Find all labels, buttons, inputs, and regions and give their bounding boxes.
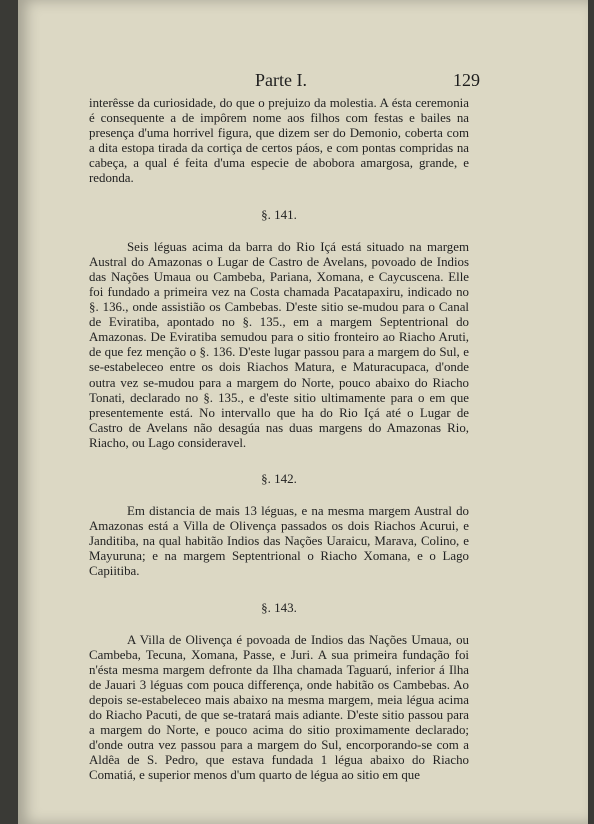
running-title: Parte I. — [255, 70, 307, 90]
page-number: 129 — [453, 70, 480, 90]
section-heading-141: §. 141. — [261, 206, 297, 222]
page-body — [89, 96, 469, 784]
page-header — [18, 70, 588, 96]
section-heading-143: §. 143. — [261, 599, 297, 615]
paragraph-142: Em distancia de mais 13 léguas, e na mesma margem Austral do Amazonas está a Villa de Olivença passados os dois Riachos Acurui, e Janditiba, na qual habitão Indios das Nações Uaraicu, Marava, Colino, e Mayuruna; e na margem Septentrional o Riacho Xomana, e o Lago Capiitiba. — [89, 504, 469, 579]
paragraph-143: A Villa de Olivença é povoada de Indios das Nações Umaua, ou Cambeba, Tecuna, Xomana, Passe, e Juri. A sua primeira fundação foi n'ésta mesma margem defronte da Ilha chamada Taguarú, inferior á Ilha de Jauari 3 léguas com pouca differença, onde habitão os Cambebas. Ao depois se-estabeleceo mais abaixo na mesma margem, meia légua acima do Riacho Pacuti, de que se-tratará mais adiante. D'este sitio passou para a margem do Norte, e pouco acima do sitio proximamente declarado; d'onde outra vez passou para a margem do Sul, encorporando-se com a Aldêa de S. Pedro, que estava fundada 1 légua abaixo do Riacho Comatiá, e superior menos d'um quarto de légua ao sitio em que — [89, 632, 469, 783]
section-heading-142: §. 142. — [261, 470, 297, 486]
paragraph-continued: interêsse da curiosidade, do que o prejuizo da molestia. A ésta ceremonia é consequente a de impôrem nome aos filhos com festas e bailes na presença d'uma horrivel figura, que dizem ser do Demonio, coberta com a dita estopa tirada da cortiça de certos páos, e com pontas compridas na cabeça, a qual é feita d'uma especie de abobora amargosa, grande, e redonda. — [89, 96, 469, 186]
book-page — [18, 0, 588, 824]
paragraph-141: Seis léguas acima da barra do Rio Içá está situado na margem Austral do Amazonas o Lugar de Castro de Avelans, povoado de Indios das Nações Umaua ou Cambeba, Pariana, Xomana, e Caycuscena. Elle foi fundado a primeira vez na Costa chamada Pacatapaxiru, indicado no §. 136., onde assistião os Cambebas. D'este sitio se-mudou para o Canal de Eviratiba, apontado no §. 135., em a margem Septentrional do Amazonas. De Eviratiba semudou para o sitio fronteiro ao Riacho Aruti, de que fez menção o §. 136. D'este lugar passou para a margem do Sul, e se-estabeleceo entre os dois Riachos Matura, e Maturacupaca, d'onde outra vez se-mudou para a margem do Norte, pouco abaixo do Riacho Tonati, declarado no §. 135., e d'este sitio ultimamente para o em que presentemente está. No intervallo que ha do Rio Içá até o Lugar de Castro de Avelans não desagúa nas duas margens do Amazonas Rio, Riacho, ou Lago consideravel. — [89, 239, 469, 450]
